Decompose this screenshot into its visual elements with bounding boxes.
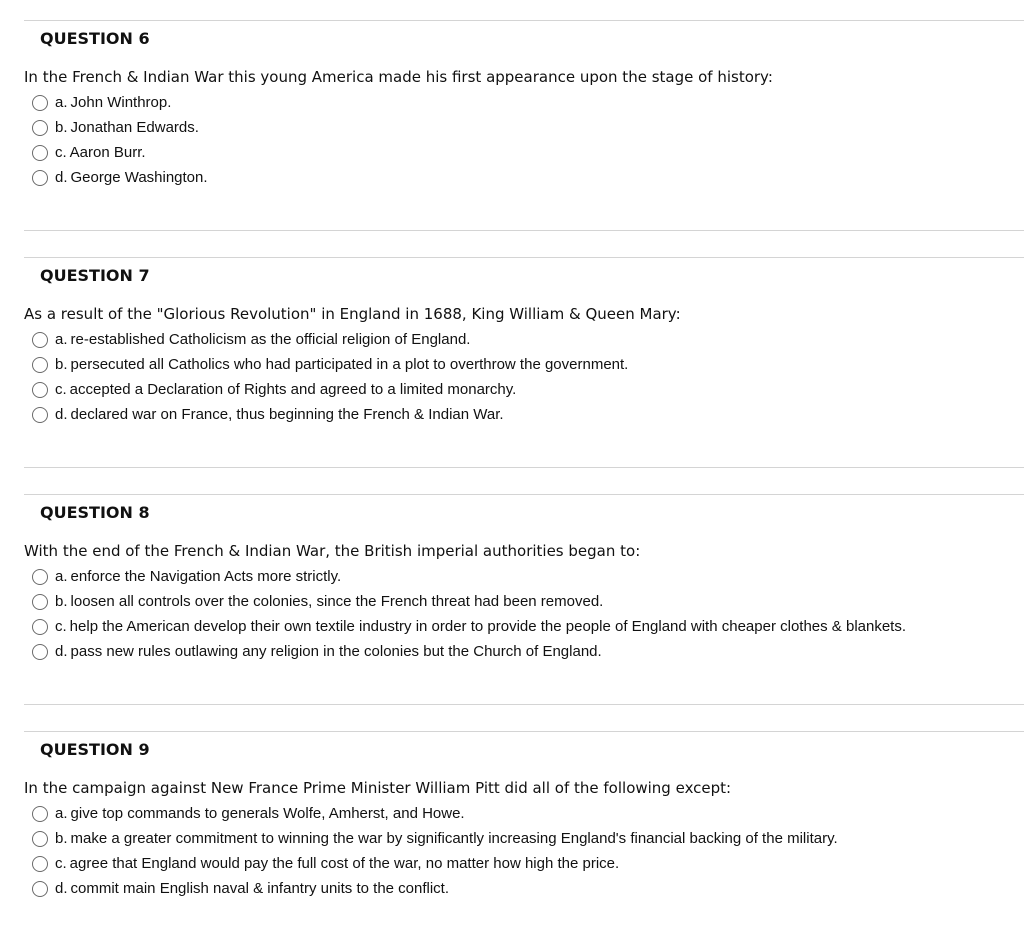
answer-option-c[interactable] bbox=[32, 851, 838, 876]
question-title: QUESTION 6 bbox=[40, 29, 150, 48]
answer-letter: c. bbox=[55, 618, 67, 635]
answer-letter: b. bbox=[55, 830, 68, 847]
answer-text: enforce the Navigation Acts more strictly. bbox=[70, 568, 342, 585]
radio-button[interactable] bbox=[32, 332, 48, 348]
answer-text: loosen all controls over the colonies, since the French threat had been removed. bbox=[70, 593, 604, 610]
answer-text: make a greater commitment to winning the war by significantly increasing England's financial backing of the military. bbox=[70, 830, 838, 847]
radio-button[interactable] bbox=[32, 806, 48, 822]
question-divider-top bbox=[24, 20, 1024, 21]
answer-text: re-established Catholicism as the official religion of England. bbox=[70, 331, 471, 348]
answer-text: agree that England would pay the full cost of the war, no matter how high the price. bbox=[69, 855, 620, 872]
answer-option-d[interactable] bbox=[32, 402, 628, 427]
answer-letter: a. bbox=[55, 805, 68, 822]
radio-button[interactable] bbox=[32, 170, 48, 186]
radio-button[interactable] bbox=[32, 120, 48, 136]
answer-text: John Winthrop. bbox=[70, 94, 172, 111]
answer-letter: b. bbox=[55, 356, 68, 373]
answer-list bbox=[32, 801, 838, 901]
radio-button[interactable] bbox=[32, 407, 48, 423]
answer-letter: a. bbox=[55, 568, 68, 585]
answer-letter: c. bbox=[55, 144, 67, 161]
answer-text: George Washington. bbox=[70, 169, 208, 186]
answer-text: commit main English naval & infantry units to the conflict. bbox=[70, 880, 450, 897]
answer-option-b[interactable] bbox=[32, 352, 628, 377]
question-text: With the end of the French & Indian War, the British imperial authorities began to: bbox=[24, 542, 641, 560]
answer-option-c[interactable] bbox=[32, 614, 906, 639]
question-6 bbox=[24, 20, 1024, 231]
radio-button[interactable] bbox=[32, 357, 48, 373]
radio-button[interactable] bbox=[32, 881, 48, 897]
answer-option-b[interactable] bbox=[32, 115, 208, 140]
question-text: In the French & Indian War this young America made his first appearance upon the stage of history: bbox=[24, 68, 773, 86]
answer-text: accepted a Declaration of Rights and agreed to a limited monarchy. bbox=[69, 381, 517, 398]
answer-list bbox=[32, 327, 628, 427]
question-7 bbox=[24, 257, 1024, 468]
answer-letter: a. bbox=[55, 331, 68, 348]
radio-button[interactable] bbox=[32, 644, 48, 660]
answer-letter: d. bbox=[55, 880, 68, 897]
radio-button[interactable] bbox=[32, 856, 48, 872]
answer-list bbox=[32, 564, 906, 664]
answer-letter: d. bbox=[55, 169, 68, 186]
radio-button[interactable] bbox=[32, 145, 48, 161]
question-9 bbox=[24, 731, 1024, 925]
question-title: QUESTION 8 bbox=[40, 503, 150, 522]
answer-option-a[interactable] bbox=[32, 801, 838, 826]
answer-text: declared war on France, thus beginning the French & Indian War. bbox=[70, 406, 504, 423]
answer-letter: d. bbox=[55, 643, 68, 660]
answer-letter: b. bbox=[55, 593, 68, 610]
question-divider-top bbox=[24, 257, 1024, 258]
answer-option-d[interactable] bbox=[32, 876, 838, 901]
answer-text: help the American develop their own textile industry in order to provide the people of England with cheaper clothes & blankets. bbox=[69, 618, 907, 635]
question-8 bbox=[24, 494, 1024, 705]
answer-text: persecuted all Catholics who had participated in a plot to overthrow the government. bbox=[70, 356, 629, 373]
radio-button[interactable] bbox=[32, 569, 48, 585]
question-divider-bottom bbox=[24, 704, 1024, 705]
answer-option-b[interactable] bbox=[32, 589, 906, 614]
answer-option-a[interactable] bbox=[32, 564, 906, 589]
answer-option-a[interactable] bbox=[32, 327, 628, 352]
answer-letter: a. bbox=[55, 94, 68, 111]
radio-button[interactable] bbox=[32, 594, 48, 610]
answer-option-d[interactable] bbox=[32, 165, 208, 190]
answer-option-d[interactable] bbox=[32, 639, 906, 664]
answer-text: Aaron Burr. bbox=[69, 144, 146, 161]
question-title: QUESTION 9 bbox=[40, 740, 150, 759]
answer-letter: c. bbox=[55, 381, 67, 398]
radio-button[interactable] bbox=[32, 831, 48, 847]
answer-option-a[interactable] bbox=[32, 90, 208, 115]
question-divider-bottom bbox=[24, 467, 1024, 468]
question-text: In the campaign against New France Prime Minister William Pitt did all of the following except: bbox=[24, 779, 732, 797]
question-divider-top bbox=[24, 494, 1024, 495]
answer-letter: c. bbox=[55, 855, 67, 872]
answer-option-c[interactable] bbox=[32, 377, 628, 402]
answer-list bbox=[32, 90, 208, 190]
answer-text: Jonathan Edwards. bbox=[70, 119, 199, 136]
answer-letter: b. bbox=[55, 119, 68, 136]
answer-option-b[interactable] bbox=[32, 826, 838, 851]
radio-button[interactable] bbox=[32, 619, 48, 635]
answer-text: give top commands to generals Wolfe, Amherst, and Howe. bbox=[70, 805, 465, 822]
answer-text: pass new rules outlawing any religion in the colonies but the Church of England. bbox=[70, 643, 602, 660]
answer-option-c[interactable] bbox=[32, 140, 208, 165]
question-divider-bottom bbox=[24, 230, 1024, 231]
question-divider-top bbox=[24, 731, 1024, 732]
answer-letter: d. bbox=[55, 406, 68, 423]
question-title: QUESTION 7 bbox=[40, 266, 150, 285]
question-text: As a result of the "Glorious Revolution" in England in 1688, King William & Queen Mary: bbox=[24, 305, 681, 323]
radio-button[interactable] bbox=[32, 382, 48, 398]
radio-button[interactable] bbox=[32, 95, 48, 111]
